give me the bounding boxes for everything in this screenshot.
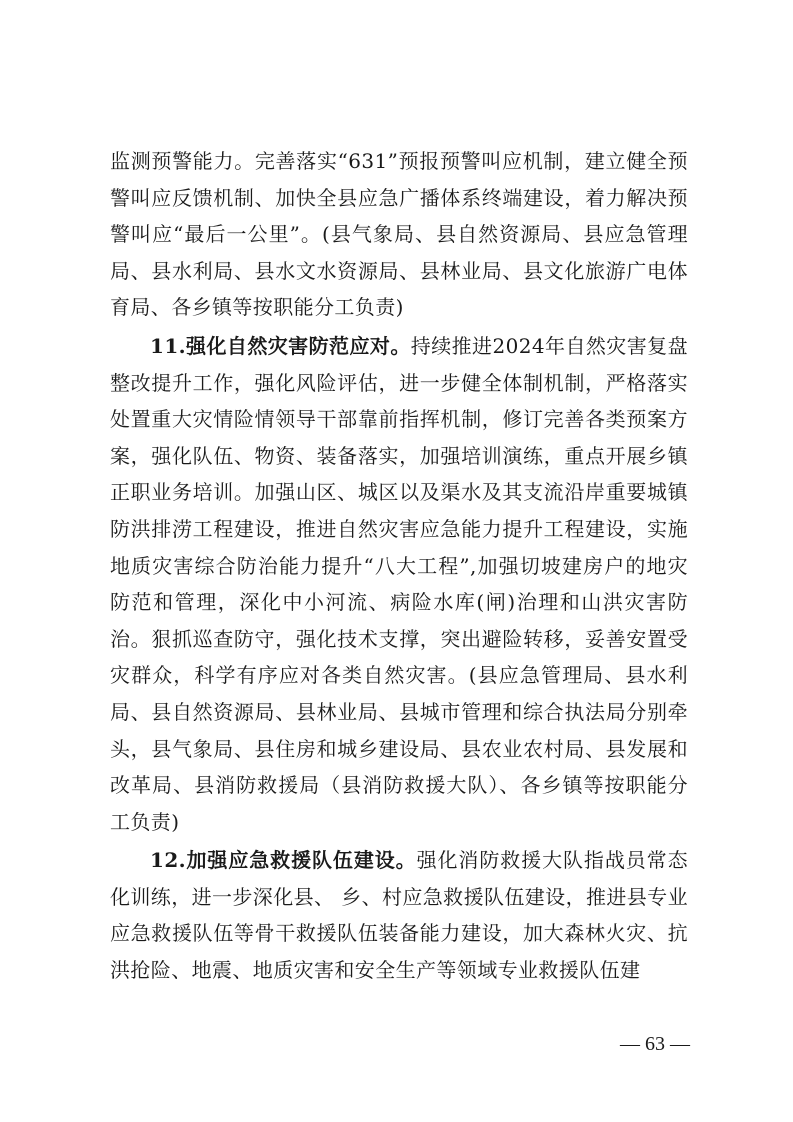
- item-11-heading: 11.强化自然灾害防范应对。: [150, 333, 411, 358]
- paragraph-item-11: [110, 328, 688, 840]
- item-12-text: 强化消防救援大队指战员常态化训练，进一步深化县、 乡、村应急救援队伍建设，推进县专业应急救援队伍等骨干救援队伍装备能力建设，加大森林火灾、抗洪抢险、地震、地质灾害和安全生产等领域专业救援队伍建: [110, 848, 688, 983]
- page-number: — 63 —: [620, 1033, 690, 1055]
- item-11-text: 持续推进2024年自然灾害复盘整改提升工作，强化风险评估，进一步健全体制机制，严格落实处置重大灾情险情领导干部靠前指挥机制，修订完善各类预案方案，强化队伍、物资、装备落实，加强培训演练，重点开展乡镇正职业务培训。加强山区、城区以及渠水及其支流沿岸重要城镇防洪排涝工程建设，推进自然灾害应急能力提升工程建设，实施地质灾害综合防治能力提升“八大工程”,加强切坡建房户的地灾防范和管理，深化中小河流、病险水库(闸)治理和山洪灾害防治。狠抓巡查防守，强化技术支撑，突出避险转移，妥善安置受灾群众，科学有序应对各类自然灾害。(县应急管理局、县水利局、县自然资源局、县林业局、县城市管理和综合执法局分别牵头，县气象局、县住房和城乡建设局、县农业农村局、县发展和改革局、县消防救援局（县消防救援大队）、各乡镇等按职能分工负责): [110, 333, 688, 834]
- item-12-heading: 12.加强应急救援队伍建设。: [150, 848, 417, 873]
- body-text: [110, 143, 688, 989]
- paragraph-item-12: [110, 842, 688, 988]
- paragraph-continuation: 监测预警能力。完善落实“631”预报预警叫应机制，建立健全预警叫应反馈机制、加快全县应急广播体系终端建设，着力解决预警叫应“最后一公里”。(县气象局、县自然资源局、县应急管理局、县水利局、县水文水资源局、县林业局、县文化旅游广电体育局、各乡镇等按职能分工负责): [110, 149, 688, 320]
